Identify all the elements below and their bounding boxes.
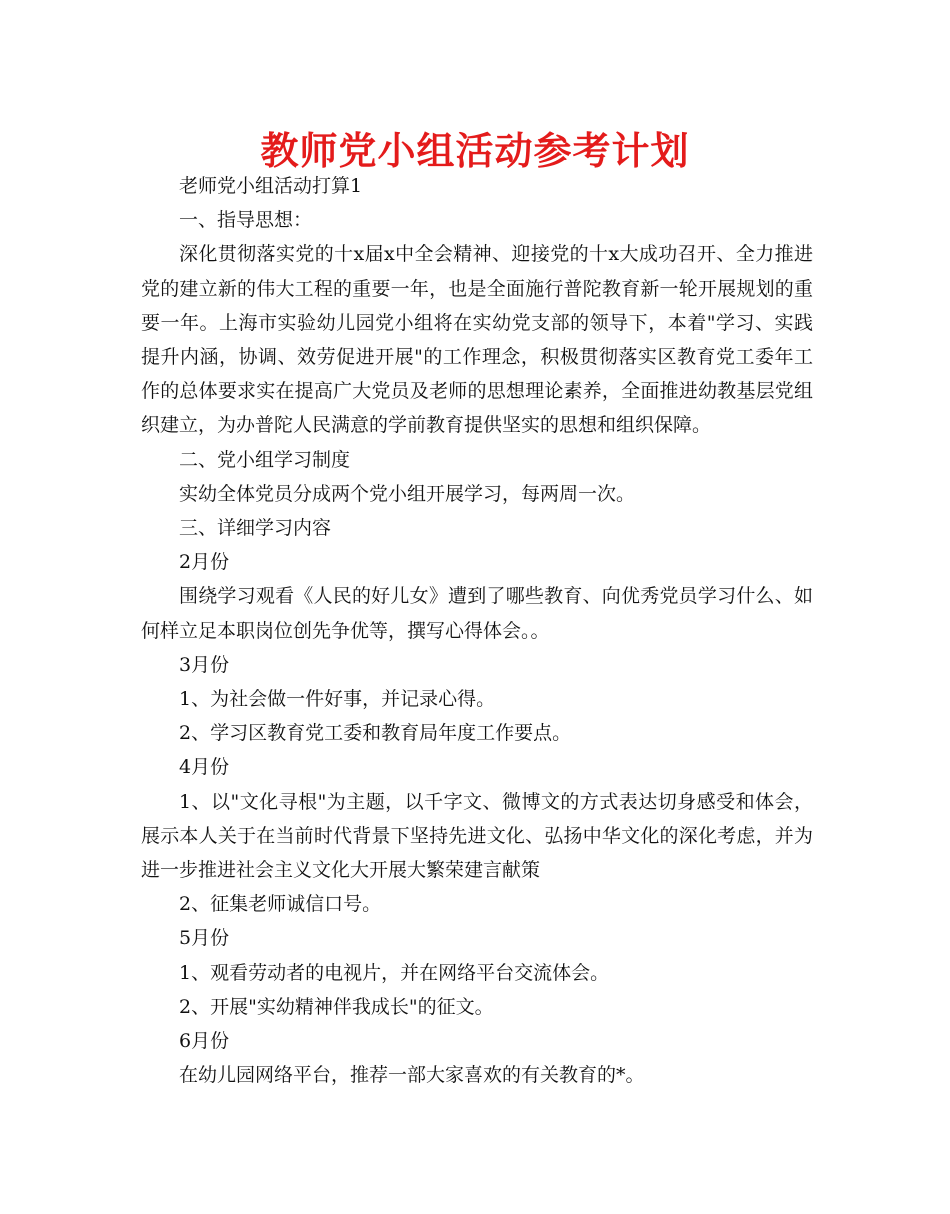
paragraph-month-jun: 6月份: [179, 1030, 230, 1053]
paragraph-guiding-thought: 深化贯彻落实党的十x届x中全会精神、迎接党的十x大成功召开、全力推进党的建立新的伟大工程的重要一年，也是全面施行普陀教育新一轮开展规划的重要一年。上海市实验幼儿园党小组将在实幼党支部的领导下，本着"学习、实践提升内涵，协调、效劳促进开展"的工作理念，积极贯彻落实区教育党工委年工作的总体要求实在提高广大党员及老师的思想理论素养，全面推进幼教基层党组织建立，为办普陀人民满意的学前教育提供坚实的思想和组织保障。: [141, 243, 813, 437]
paragraph-heading-2: 二、党小组学习制度: [179, 448, 351, 471]
paragraph-month-may: 5月份: [179, 927, 230, 950]
paragraph-subtitle: 老师党小组活动打算1: [179, 175, 363, 197]
paragraph-apr-item-2: 2、征集老师诚信口号。: [179, 893, 382, 916]
document-body: [141, 169, 813, 1092]
paragraph-month-feb: 2月份: [179, 551, 230, 574]
paragraph-heading-3: 三、详细学习内容: [179, 517, 332, 540]
paragraph-month-apr: 4月份: [179, 756, 230, 779]
paragraph-mar-item-1: 1、为社会做一件好事，并记录心得。: [179, 688, 496, 711]
paragraph-month-mar: 3月份: [179, 653, 230, 676]
paragraph-feb-content: 围绕学习观看《人民的好儿女》遭到了哪些教育、向优秀党员学习什么、如何样立足本职岗位创先争优等，撰写心得体会。。: [141, 585, 813, 642]
paragraph-jun-content: 在幼儿园网络平台，推荐一部大家喜欢的有关教育的*。: [179, 1064, 645, 1087]
paragraph-apr-item-1: 1、以"文化寻根"为主题，以千字文、微博文的方式表达切身感受和体会，展示本人关于在当前时代背景下坚持先进文化、弘扬中华文化的深化考虑，并为进一步推进社会主义文化大开展大繁荣建言献策: [141, 790, 813, 882]
paragraph-mar-item-2: 2、学习区教育党工委和教育局年度工作要点。: [179, 722, 572, 745]
paragraph-may-item-1: 1、观看劳动者的电视片，并在网络平台交流体会。: [179, 961, 610, 984]
document-title: 教师党小组活动参考计划: [260, 129, 690, 173]
paragraph-heading-1: 一、指导思想：: [179, 209, 313, 232]
paragraph-may-item-2: 2、开展"实幼精神伴我成长"的征文。: [179, 995, 494, 1018]
paragraph-study-system: 实幼全体党员分成两个党小组开展学习，每两周一次。: [179, 482, 636, 505]
